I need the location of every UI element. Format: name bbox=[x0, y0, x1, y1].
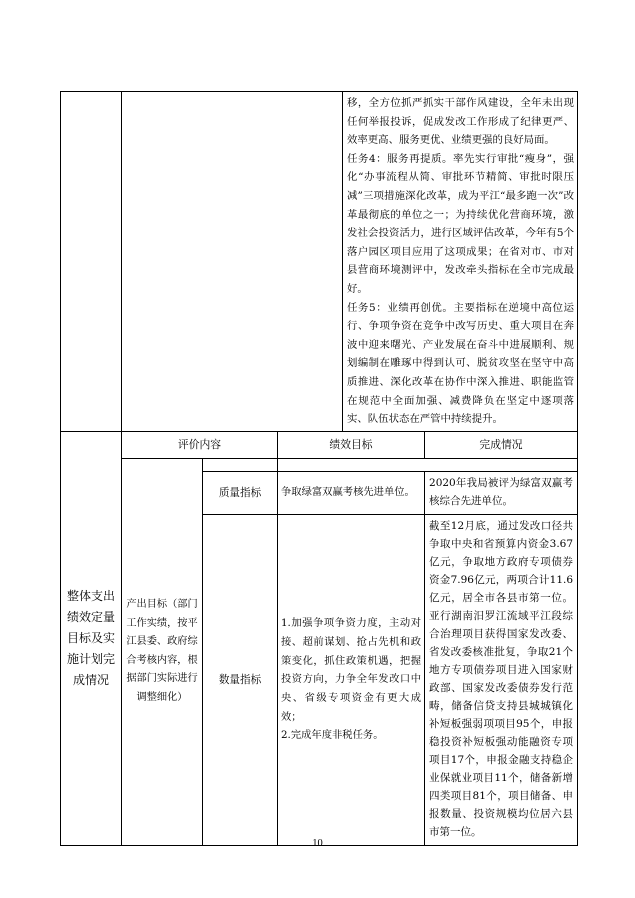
evaluation-table bbox=[60, 91, 578, 846]
narrative-paragraph: 任务5：业绩再创优。主要指标在逆境中高位运行、争项争资在竞争中改写历史、重大项目在奔波中迎来曙光、产业发展在奋斗中进展顺利、规划编制在雕琢中得到认可、脱贫攻坚在坚守中高质推进、深化改革在协作中深入推进、职能监管在规范中全面加强、减费降负在坚定中逐项落实、队伍状态在严管中持续提升。 bbox=[347, 301, 575, 426]
task-narrative bbox=[343, 92, 578, 432]
table-row bbox=[61, 458, 578, 471]
empty-cell bbox=[122, 92, 343, 432]
quantity-target-line: 1.加强争项争资力度，主动对接、超前谋划、抢占先机和政策变化，抓住政策机遇，把握投资方向，力争全年发改口中央、省级专项资金有更大成效； bbox=[281, 617, 422, 723]
narrative-paragraph: 任务4：服务再提质。率先实行审批“瘦身”，强化“办事流程从简、审批环节精简、审批时限压减”三项措施深化改革，成为平江“最多跑一次”改革最彻底的单位之一；为持续优化营商环境，激发社会投资活力，进行区域评估改革，今年有5个落户园区项目应用了这项成果；在省对市、市对县营商环境测评中，发改牵头指标在全市完成最好。 bbox=[347, 152, 575, 295]
page-number: 10 bbox=[312, 838, 323, 849]
header-performance-target: 绩效目标 bbox=[278, 431, 425, 458]
continuation-row bbox=[61, 92, 578, 432]
spacer-cell bbox=[278, 458, 578, 471]
quantity-indicator-label: 数量指标 bbox=[203, 514, 278, 845]
quantity-result: 截至12月底，通过发改口径共争取中央和省预算内资金3.67亿元，争取地方政府专项债券资金7.96亿元，两项合计11.6亿元，居全市各县市第一位。亚行湖南汨罗江流域平江段综合治理项目获得国家发改委、省发改委核准批复，争取21个地方专项债券项目进入国家财政部、国家发改委债券发行范畴，储备信贷支持县城城镇化补短板强弱项项目95个，申报稳投资补短板强动能融资专项项目17个，申报金融支持稳企业保就业项目11个，储备新增四类项目81个，项目储备、申报数量、投资规模均位居六县市第一位。 bbox=[425, 514, 578, 845]
header-eval-content: 评价内容 bbox=[122, 431, 278, 458]
quality-target: 争取绿富双赢考核先进单位。 bbox=[278, 471, 425, 514]
quantity-target-line: 2.完成年度非税任务。 bbox=[281, 729, 384, 742]
spacer-cell bbox=[203, 458, 278, 471]
table-header-row bbox=[61, 431, 578, 458]
quality-result: 2020年我局被评为绿富双赢考核综合先进单位。 bbox=[425, 471, 578, 514]
header-completion: 完成情况 bbox=[425, 431, 578, 458]
empty-cell bbox=[61, 92, 122, 432]
section-side-label: 整体支出绩效定量目标及实施计划完成情况 bbox=[61, 431, 122, 845]
narrative-paragraph: 移，全方位抓严抓实干部作风建设，全年未出现任何举报投诉，促成发改工作形成了纪律更严、效率更高、服务更优、业绩更强的良好局面。 bbox=[347, 97, 575, 147]
quantity-target bbox=[278, 514, 425, 845]
output-target-label: 产出目标（部门工作实绩，按平江县委、政府综合考核内容，根据部门实际进行调整细化） bbox=[122, 458, 203, 845]
quality-indicator-label: 质量指标 bbox=[203, 471, 278, 514]
